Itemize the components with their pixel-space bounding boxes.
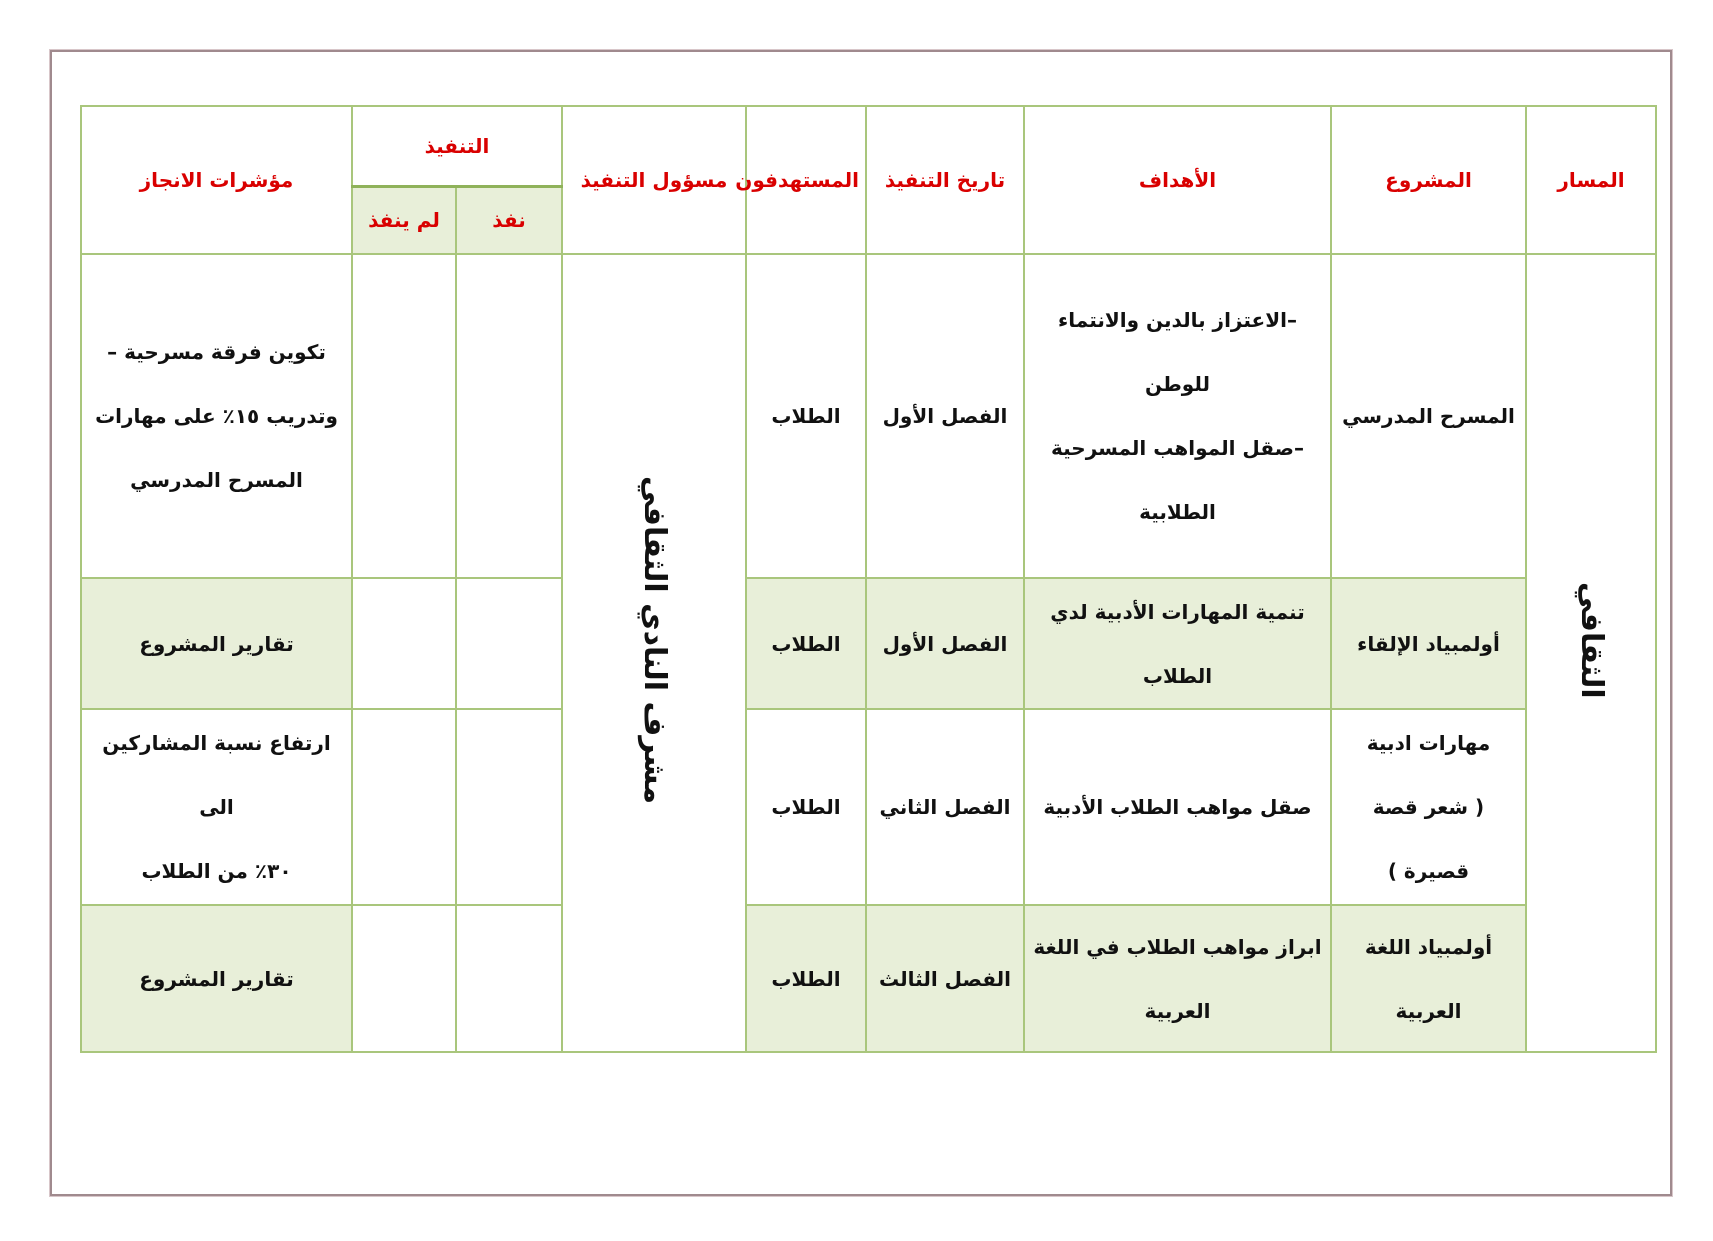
indicators-line: تكوين فرقة مسرحية – [107,340,326,364]
project-cell [1331,905,1526,1052]
indicators-line: وتدريب ١٥٪ على مهارات [95,404,338,428]
not-done-cell [352,254,456,578]
goals-cell [1024,578,1331,709]
goals-line: العربية [1144,998,1211,1023]
responsible-label: مشرف النادي الثقافي [637,476,672,805]
goals-line: تنمية المهارات الأدبية لدي [1050,599,1305,624]
project-cell [1331,578,1526,709]
date-cell: الفصل الأول [866,254,1024,578]
header-indicators: مؤشرات الانجاز [81,106,352,254]
project-cell [1331,254,1526,578]
project-line: المسرح المدرسي [1342,404,1515,428]
goals-line: –صقل المواهب المسرحية [1051,436,1304,460]
project-line: أولمبياد الإلقاء [1357,631,1500,656]
indicators-line: تقارير المشروع [139,631,294,656]
project-line: العربية [1395,998,1462,1023]
target-cell: الطلاب [746,254,866,578]
date-cell: الفصل الثاني [866,709,1024,905]
goals-cell [1024,254,1331,578]
track-cell [1526,254,1656,1052]
not-done-cell [352,709,456,905]
project-line: ( شعر قصة [1372,795,1485,819]
goals-line: صقل مواهب الطلاب الأدبية [1043,795,1312,819]
table-row [81,905,1656,1052]
indicators-cell [81,709,352,905]
header-project: المشروع [1331,106,1526,254]
header-execution: التنفيذ [352,106,562,186]
indicators-line: ارتفاع نسبة المشاركين الى [102,731,331,819]
header-responsible: مسؤول التنفيذ [562,106,746,254]
indicators-line: ٣٠٪ من الطلاب [141,859,292,883]
track-label: الثقافي [1574,582,1609,699]
indicators-line: المسرح المدرسي [130,468,303,492]
not-done-cell [352,905,456,1052]
goals-line: –الاعتزاز بالدين والانتماء [1058,308,1297,332]
done-cell [456,578,562,709]
date-cell: الفصل الأول [866,578,1024,709]
indicators-cell [81,578,352,709]
goals-line: الطلابية [1139,500,1216,524]
header-goals: الأهداف [1024,106,1331,254]
header-date: تاريخ التنفيذ [866,106,1024,254]
responsible-cell [562,254,746,1052]
project-cell [1331,709,1526,905]
target-cell: الطلاب [746,578,866,709]
activity-plan-table [80,105,1657,1053]
header-track: المسار [1526,106,1656,254]
project-line: قصيرة ) [1387,859,1470,883]
header-row-top [81,106,1656,186]
indicators-cell [81,254,352,578]
done-cell [456,254,562,578]
header-target: المستهدفون [746,106,866,254]
goals-cell [1024,905,1331,1052]
goals-line: الطلاب [1142,663,1213,688]
table-row [81,578,1656,709]
goals-line: ابراز مواهب الطلاب في اللغة [1033,934,1322,959]
date-cell: الفصل الثالث [866,905,1024,1052]
header-done: نفذ [456,186,562,254]
indicators-cell [81,905,352,1052]
done-cell [456,709,562,905]
indicators-line: تقارير المشروع [139,966,294,991]
header-not-done: لم ينفذ [352,186,456,254]
project-line: أولمبياد اللغة [1364,934,1493,959]
target-cell: الطلاب [746,905,866,1052]
goals-cell [1024,709,1331,905]
done-cell [456,905,562,1052]
project-line: مهارات ادبية [1366,731,1491,755]
table-row [81,709,1656,905]
goals-line: للوطن [1144,372,1211,396]
target-cell: الطلاب [746,709,866,905]
table-row [81,254,1656,578]
not-done-cell [352,578,456,709]
